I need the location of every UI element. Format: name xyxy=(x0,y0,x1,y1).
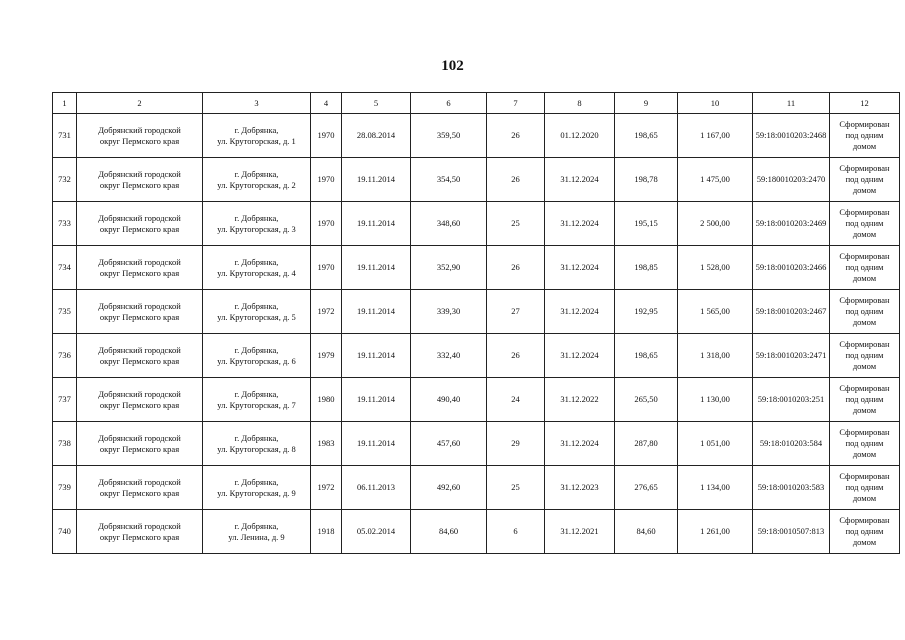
deadline-date: 31.12.2024 xyxy=(545,246,615,290)
row-number: 734 xyxy=(53,246,77,290)
deadline-date: 31.12.2024 xyxy=(545,290,615,334)
date: 19.11.2014 xyxy=(342,422,411,466)
table-row xyxy=(53,158,900,202)
municipality-line-2: округ Пермского края xyxy=(99,135,180,146)
land-area: 1 134,00 xyxy=(678,466,753,510)
address-line-1: г. Добрянка, xyxy=(234,476,279,487)
status xyxy=(830,378,900,422)
year-built: 1980 xyxy=(311,378,342,422)
cadastral-number: 59:18:0010203:2466 xyxy=(753,246,830,290)
status xyxy=(830,290,900,334)
area-2: 84,60 xyxy=(615,510,678,554)
land-area: 1 475,00 xyxy=(678,158,753,202)
area: 332,40 xyxy=(411,334,487,378)
column-header-6: 6 xyxy=(411,93,487,114)
cadastral-number: 59:18:0010203:2471 xyxy=(753,334,830,378)
municipality-line-1: Добрянский городской xyxy=(98,300,181,311)
status-line-1: Сформирован xyxy=(839,339,890,349)
address xyxy=(203,290,311,334)
address-line-2: ул. Крутогорская, д. 8 xyxy=(217,443,296,454)
status xyxy=(830,158,900,202)
address xyxy=(203,158,311,202)
column-header-2: 2 xyxy=(77,93,203,114)
address-line-2: ул. Крутогорская, д. 7 xyxy=(217,399,296,410)
land-area: 2 500,00 xyxy=(678,202,753,246)
municipality-line-2: округ Пермского края xyxy=(99,531,180,542)
table-row xyxy=(53,378,900,422)
land-area: 1 167,00 xyxy=(678,114,753,158)
date: 06.11.2013 xyxy=(342,466,411,510)
address-line-1: г. Добрянка, xyxy=(234,388,279,399)
address-line-1: г. Добрянка, xyxy=(234,124,279,135)
count: 26 xyxy=(487,246,545,290)
column-header-5: 5 xyxy=(342,93,411,114)
area-2: 195,15 xyxy=(615,202,678,246)
municipality-line-1: Добрянский городской xyxy=(98,256,181,267)
status-line-2: под одним xyxy=(845,218,884,228)
row-number: 732 xyxy=(53,158,77,202)
row-number: 736 xyxy=(53,334,77,378)
deadline-date: 31.12.2024 xyxy=(545,334,615,378)
area: 457,60 xyxy=(411,422,487,466)
area: 352,90 xyxy=(411,246,487,290)
date: 19.11.2014 xyxy=(342,202,411,246)
address xyxy=(203,378,311,422)
land-area: 1 261,00 xyxy=(678,510,753,554)
status xyxy=(830,466,900,510)
date: 05.02.2014 xyxy=(342,510,411,554)
status-line-3: домом xyxy=(852,141,877,151)
deadline-date: 01.12.2020 xyxy=(545,114,615,158)
municipality xyxy=(77,378,203,422)
status-line-3: домом xyxy=(852,537,877,547)
count: 26 xyxy=(487,158,545,202)
area: 84,60 xyxy=(411,510,487,554)
address-line-1: г. Добрянка, xyxy=(234,344,279,355)
deadline-date: 31.12.2024 xyxy=(545,158,615,202)
status-line-1: Сформирован xyxy=(839,119,890,129)
municipality xyxy=(77,158,203,202)
address-line-1: г. Добрянка, xyxy=(234,300,279,311)
count: 25 xyxy=(487,202,545,246)
address xyxy=(203,422,311,466)
table-body xyxy=(53,114,900,554)
address-line-1: г. Добрянка, xyxy=(234,432,279,443)
cadastral-number: 59:18:0010203:2468 xyxy=(753,114,830,158)
status-line-2: под одним xyxy=(845,306,884,316)
row-number: 731 xyxy=(53,114,77,158)
column-header-9: 9 xyxy=(615,93,678,114)
date: 19.11.2014 xyxy=(342,290,411,334)
status-line-2: под одним xyxy=(845,350,884,360)
row-number: 733 xyxy=(53,202,77,246)
municipality xyxy=(77,466,203,510)
deadline-date: 31.12.2024 xyxy=(545,202,615,246)
status-line-1: Сформирован xyxy=(839,383,890,393)
status-line-2: под одним xyxy=(845,438,884,448)
area-2: 265,50 xyxy=(615,378,678,422)
municipality-line-2: округ Пермского края xyxy=(99,399,180,410)
table-row xyxy=(53,466,900,510)
count: 26 xyxy=(487,334,545,378)
area: 339,30 xyxy=(411,290,487,334)
municipality xyxy=(77,422,203,466)
count: 6 xyxy=(487,510,545,554)
count: 26 xyxy=(487,114,545,158)
column-header-8: 8 xyxy=(545,93,615,114)
status-line-1: Сформирован xyxy=(839,515,890,525)
municipality xyxy=(77,246,203,290)
address-line-2: ул. Крутогорская, д. 4 xyxy=(217,267,296,278)
column-header-4: 4 xyxy=(311,93,342,114)
cadastral-number: 59:18:0010203:583 xyxy=(753,466,830,510)
status xyxy=(830,334,900,378)
count: 27 xyxy=(487,290,545,334)
area-2: 287,80 xyxy=(615,422,678,466)
land-area: 1 318,00 xyxy=(678,334,753,378)
land-area: 1 565,00 xyxy=(678,290,753,334)
area: 354,50 xyxy=(411,158,487,202)
cadastral-number: 59:18:0010203:2469 xyxy=(753,202,830,246)
date: 19.11.2014 xyxy=(342,334,411,378)
status xyxy=(830,114,900,158)
municipality-line-1: Добрянский городской xyxy=(98,476,181,487)
land-area: 1 130,00 xyxy=(678,378,753,422)
status-line-1: Сформирован xyxy=(839,471,890,481)
column-header-12: 12 xyxy=(830,93,900,114)
status-line-3: домом xyxy=(852,361,877,371)
municipality-line-1: Добрянский городской xyxy=(98,520,181,531)
address-line-2: ул. Крутогорская, д. 3 xyxy=(217,223,296,234)
status-line-2: под одним xyxy=(845,130,884,140)
status xyxy=(830,510,900,554)
deadline-date: 31.12.2024 xyxy=(545,422,615,466)
table-row xyxy=(53,510,900,554)
row-number: 737 xyxy=(53,378,77,422)
area-2: 192,95 xyxy=(615,290,678,334)
municipality-line-1: Добрянский городской xyxy=(98,344,181,355)
date: 19.11.2014 xyxy=(342,246,411,290)
status-line-3: домом xyxy=(852,493,877,503)
municipality-line-1: Добрянский городской xyxy=(98,432,181,443)
address xyxy=(203,114,311,158)
year-built: 1972 xyxy=(311,466,342,510)
municipality-line-2: округ Пермского края xyxy=(99,267,180,278)
date: 19.11.2014 xyxy=(342,378,411,422)
municipality-line-2: округ Пермского края xyxy=(99,355,180,366)
address-line-2: ул. Крутогорская, д. 1 xyxy=(217,135,296,146)
year-built: 1979 xyxy=(311,334,342,378)
status-line-3: домом xyxy=(852,317,877,327)
status-line-2: под одним xyxy=(845,526,884,536)
address-line-1: г. Добрянка, xyxy=(234,520,279,531)
row-number: 735 xyxy=(53,290,77,334)
status-line-2: под одним xyxy=(845,174,884,184)
municipality-line-1: Добрянский городской xyxy=(98,212,181,223)
address-line-1: г. Добрянка, xyxy=(234,256,279,267)
land-area: 1 528,00 xyxy=(678,246,753,290)
address-line-1: г. Добрянка, xyxy=(234,212,279,223)
municipality-line-1: Добрянский городской xyxy=(98,388,181,399)
column-header-10: 10 xyxy=(678,93,753,114)
status-line-1: Сформирован xyxy=(839,207,890,217)
table-header xyxy=(53,93,900,114)
area-2: 276,65 xyxy=(615,466,678,510)
cadastral-number: 59:18:0010203:251 xyxy=(753,378,830,422)
municipality-line-2: округ Пермского края xyxy=(99,179,180,190)
cadastral-number: 59:18:010203:584 xyxy=(753,422,830,466)
address xyxy=(203,202,311,246)
status-line-2: под одним xyxy=(845,394,884,404)
municipality xyxy=(77,202,203,246)
municipality xyxy=(77,290,203,334)
page-number: 102 xyxy=(441,58,464,74)
column-header-3: 3 xyxy=(203,93,311,114)
row-number: 739 xyxy=(53,466,77,510)
area-2: 198,85 xyxy=(615,246,678,290)
address xyxy=(203,334,311,378)
municipality-line-1: Добрянский городской xyxy=(98,124,181,135)
area: 348,60 xyxy=(411,202,487,246)
table-row xyxy=(53,246,900,290)
municipality xyxy=(77,510,203,554)
address-line-2: ул. Крутогорская, д. 9 xyxy=(217,487,296,498)
municipality-line-2: округ Пермского края xyxy=(99,311,180,322)
status-line-3: домом xyxy=(852,449,877,459)
status-line-1: Сформирован xyxy=(839,427,890,437)
cadastral-number: 59:18:0010203:2467 xyxy=(753,290,830,334)
column-header-7: 7 xyxy=(487,93,545,114)
table-row xyxy=(53,334,900,378)
municipality xyxy=(77,334,203,378)
area: 492,60 xyxy=(411,466,487,510)
area-2: 198,65 xyxy=(615,114,678,158)
area-2: 198,65 xyxy=(615,334,678,378)
year-built: 1983 xyxy=(311,422,342,466)
status-line-3: домом xyxy=(852,273,877,283)
count: 24 xyxy=(487,378,545,422)
status-line-2: под одним xyxy=(845,262,884,272)
address xyxy=(203,246,311,290)
row-number: 740 xyxy=(53,510,77,554)
status-line-1: Сформирован xyxy=(839,251,890,261)
table-row xyxy=(53,290,900,334)
municipality xyxy=(77,114,203,158)
area: 490,40 xyxy=(411,378,487,422)
address-line-2: ул. Ленина, д. 9 xyxy=(228,531,285,542)
municipality-line-2: округ Пермского края xyxy=(99,443,180,454)
header-row xyxy=(53,93,900,114)
cadastral-number: 59:18:0010507:813 xyxy=(753,510,830,554)
housing-registry-table xyxy=(52,92,900,554)
status-line-1: Сформирован xyxy=(839,163,890,173)
year-built: 1918 xyxy=(311,510,342,554)
municipality-line-2: округ Пермского края xyxy=(99,487,180,498)
row-number: 738 xyxy=(53,422,77,466)
status-line-3: домом xyxy=(852,185,877,195)
date: 19.11.2014 xyxy=(342,158,411,202)
address-line-1: г. Добрянка, xyxy=(234,168,279,179)
year-built: 1970 xyxy=(311,246,342,290)
municipality-line-2: округ Пермского края xyxy=(99,223,180,234)
status xyxy=(830,202,900,246)
address xyxy=(203,510,311,554)
table-row xyxy=(53,422,900,466)
column-header-1: 1 xyxy=(53,93,77,114)
status-line-3: домом xyxy=(852,229,877,239)
count: 29 xyxy=(487,422,545,466)
area-2: 198,78 xyxy=(615,158,678,202)
address xyxy=(203,466,311,510)
count: 25 xyxy=(487,466,545,510)
status-line-1: Сформирован xyxy=(839,295,890,305)
deadline-date: 31.12.2023 xyxy=(545,466,615,510)
status-line-3: домом xyxy=(852,405,877,415)
deadline-date: 31.12.2021 xyxy=(545,510,615,554)
municipality-line-1: Добрянский городской xyxy=(98,168,181,179)
address-line-2: ул. Крутогорская, д. 5 xyxy=(217,311,296,322)
year-built: 1970 xyxy=(311,202,342,246)
status xyxy=(830,246,900,290)
address-line-2: ул. Крутогорская, д. 2 xyxy=(217,179,296,190)
cadastral-number: 59:180010203:2470 xyxy=(753,158,830,202)
status-line-2: под одним xyxy=(845,482,884,492)
land-area: 1 051,00 xyxy=(678,422,753,466)
address-line-2: ул. Крутогорская, д. 6 xyxy=(217,355,296,366)
area: 359,50 xyxy=(411,114,487,158)
table-row xyxy=(53,202,900,246)
date: 28.08.2014 xyxy=(342,114,411,158)
status xyxy=(830,422,900,466)
year-built: 1972 xyxy=(311,290,342,334)
table-row xyxy=(53,114,900,158)
column-header-11: 11 xyxy=(753,93,830,114)
year-built: 1970 xyxy=(311,158,342,202)
year-built: 1970 xyxy=(311,114,342,158)
deadline-date: 31.12.2022 xyxy=(545,378,615,422)
